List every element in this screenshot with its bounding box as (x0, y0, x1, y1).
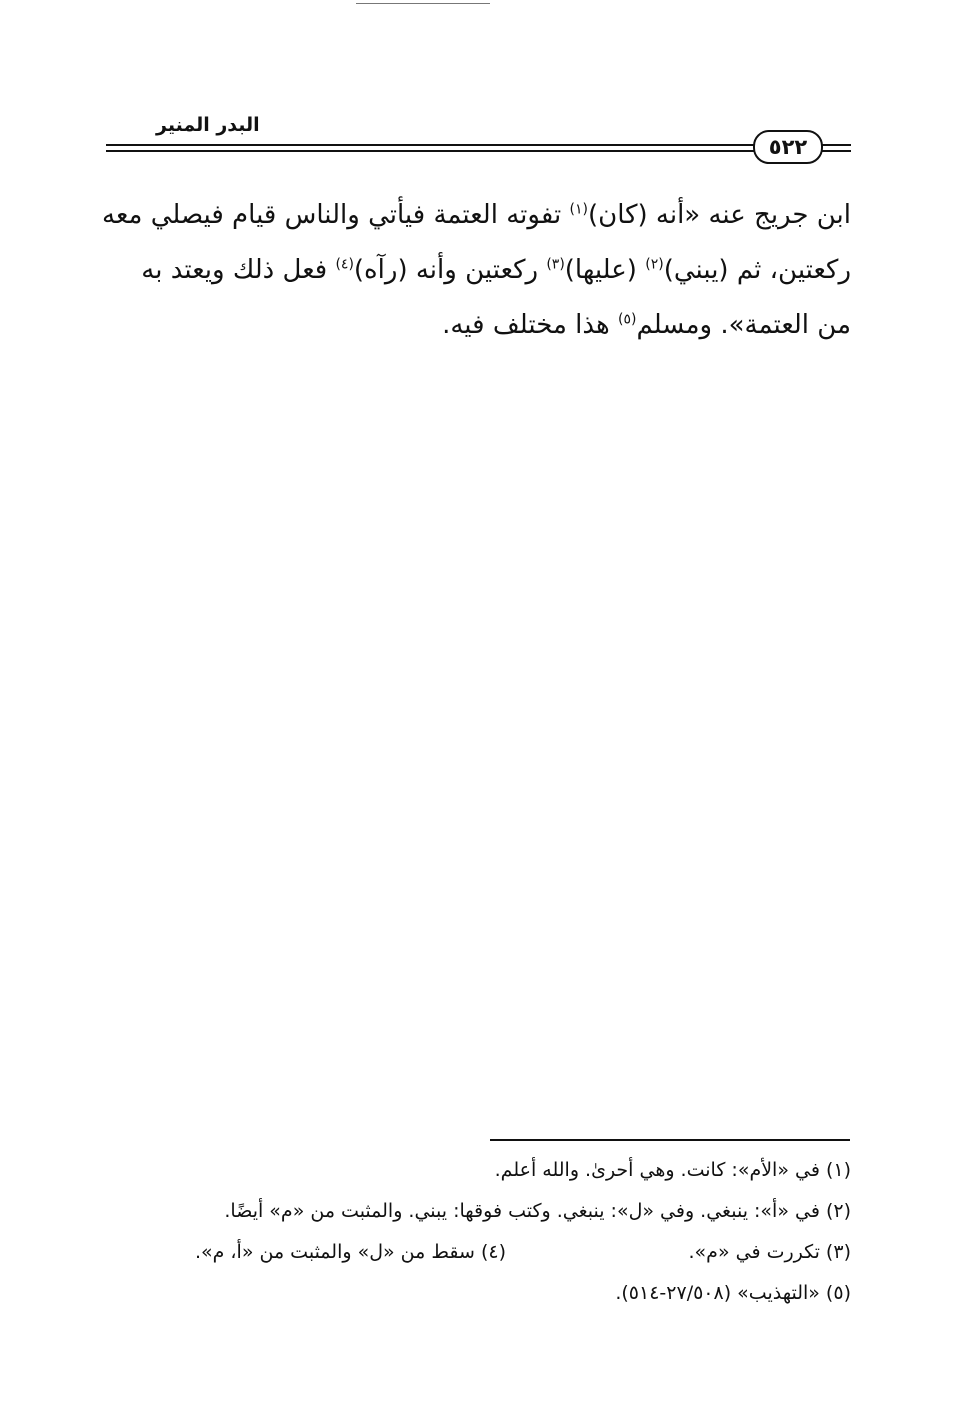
text-segment: تفوته العتمة فيأتي والناس قيام فيصلي معه (102, 200, 570, 230)
footnote-ref-1[interactable]: (١) (569, 201, 588, 218)
footnote-separator (490, 1139, 850, 1141)
text-line-2 (106, 243, 851, 298)
text-line-3 (106, 298, 851, 353)
page-number: ٥٢٢ (753, 130, 823, 164)
header-double-rule (106, 144, 851, 152)
footnote-4: (٤) سقط من «ل» والمثبت من «أ، م». (194, 1241, 506, 1263)
text-segment: هذا مختلف فيه. (442, 310, 619, 340)
footnote-ref-2[interactable]: (٢) (645, 256, 664, 273)
main-text (102, 188, 851, 353)
running-title: البدر المنير (148, 114, 268, 136)
page-header (106, 114, 851, 164)
text-segment: ركعتين، ثم (يبني) (663, 255, 851, 285)
text-segment: (عليها) (564, 255, 646, 285)
text-segment: فعل ذلك ويعتد به (141, 255, 336, 285)
text-segment: من العتمة». ومسلم (636, 310, 851, 340)
footnotes (106, 1150, 851, 1314)
footnote-ref-3[interactable]: (٣) (546, 256, 565, 273)
top-edge-rule (356, 3, 490, 4)
text-segment: ركعتين وأنه (رآه) (353, 255, 547, 285)
footnote-1: (١) في «الأم»: كانت. وهي أحرىٰ. والله أعلم. (494, 1159, 851, 1181)
footnote-5: (٥) «التهذيب» (٢٧/٥٠٨-٥١٤). (615, 1282, 851, 1304)
footnote-ref-4[interactable]: (٤) (335, 256, 354, 273)
footnote-ref-5[interactable]: (٥) (618, 311, 637, 328)
text-line-1 (102, 188, 851, 243)
text-segment: ابن جريج عنه «أنه (كان) (587, 200, 851, 230)
footnote-3: (٣) تكررت في «م». (688, 1241, 851, 1263)
footnote-row-3-4 (106, 1232, 851, 1273)
footnote-2: (٢) في «أ»: ينبغي. وفي «ل»: ينبغي. وكتب فوقها: يبني. والمثبت من «م» أيضًا. (224, 1200, 851, 1222)
